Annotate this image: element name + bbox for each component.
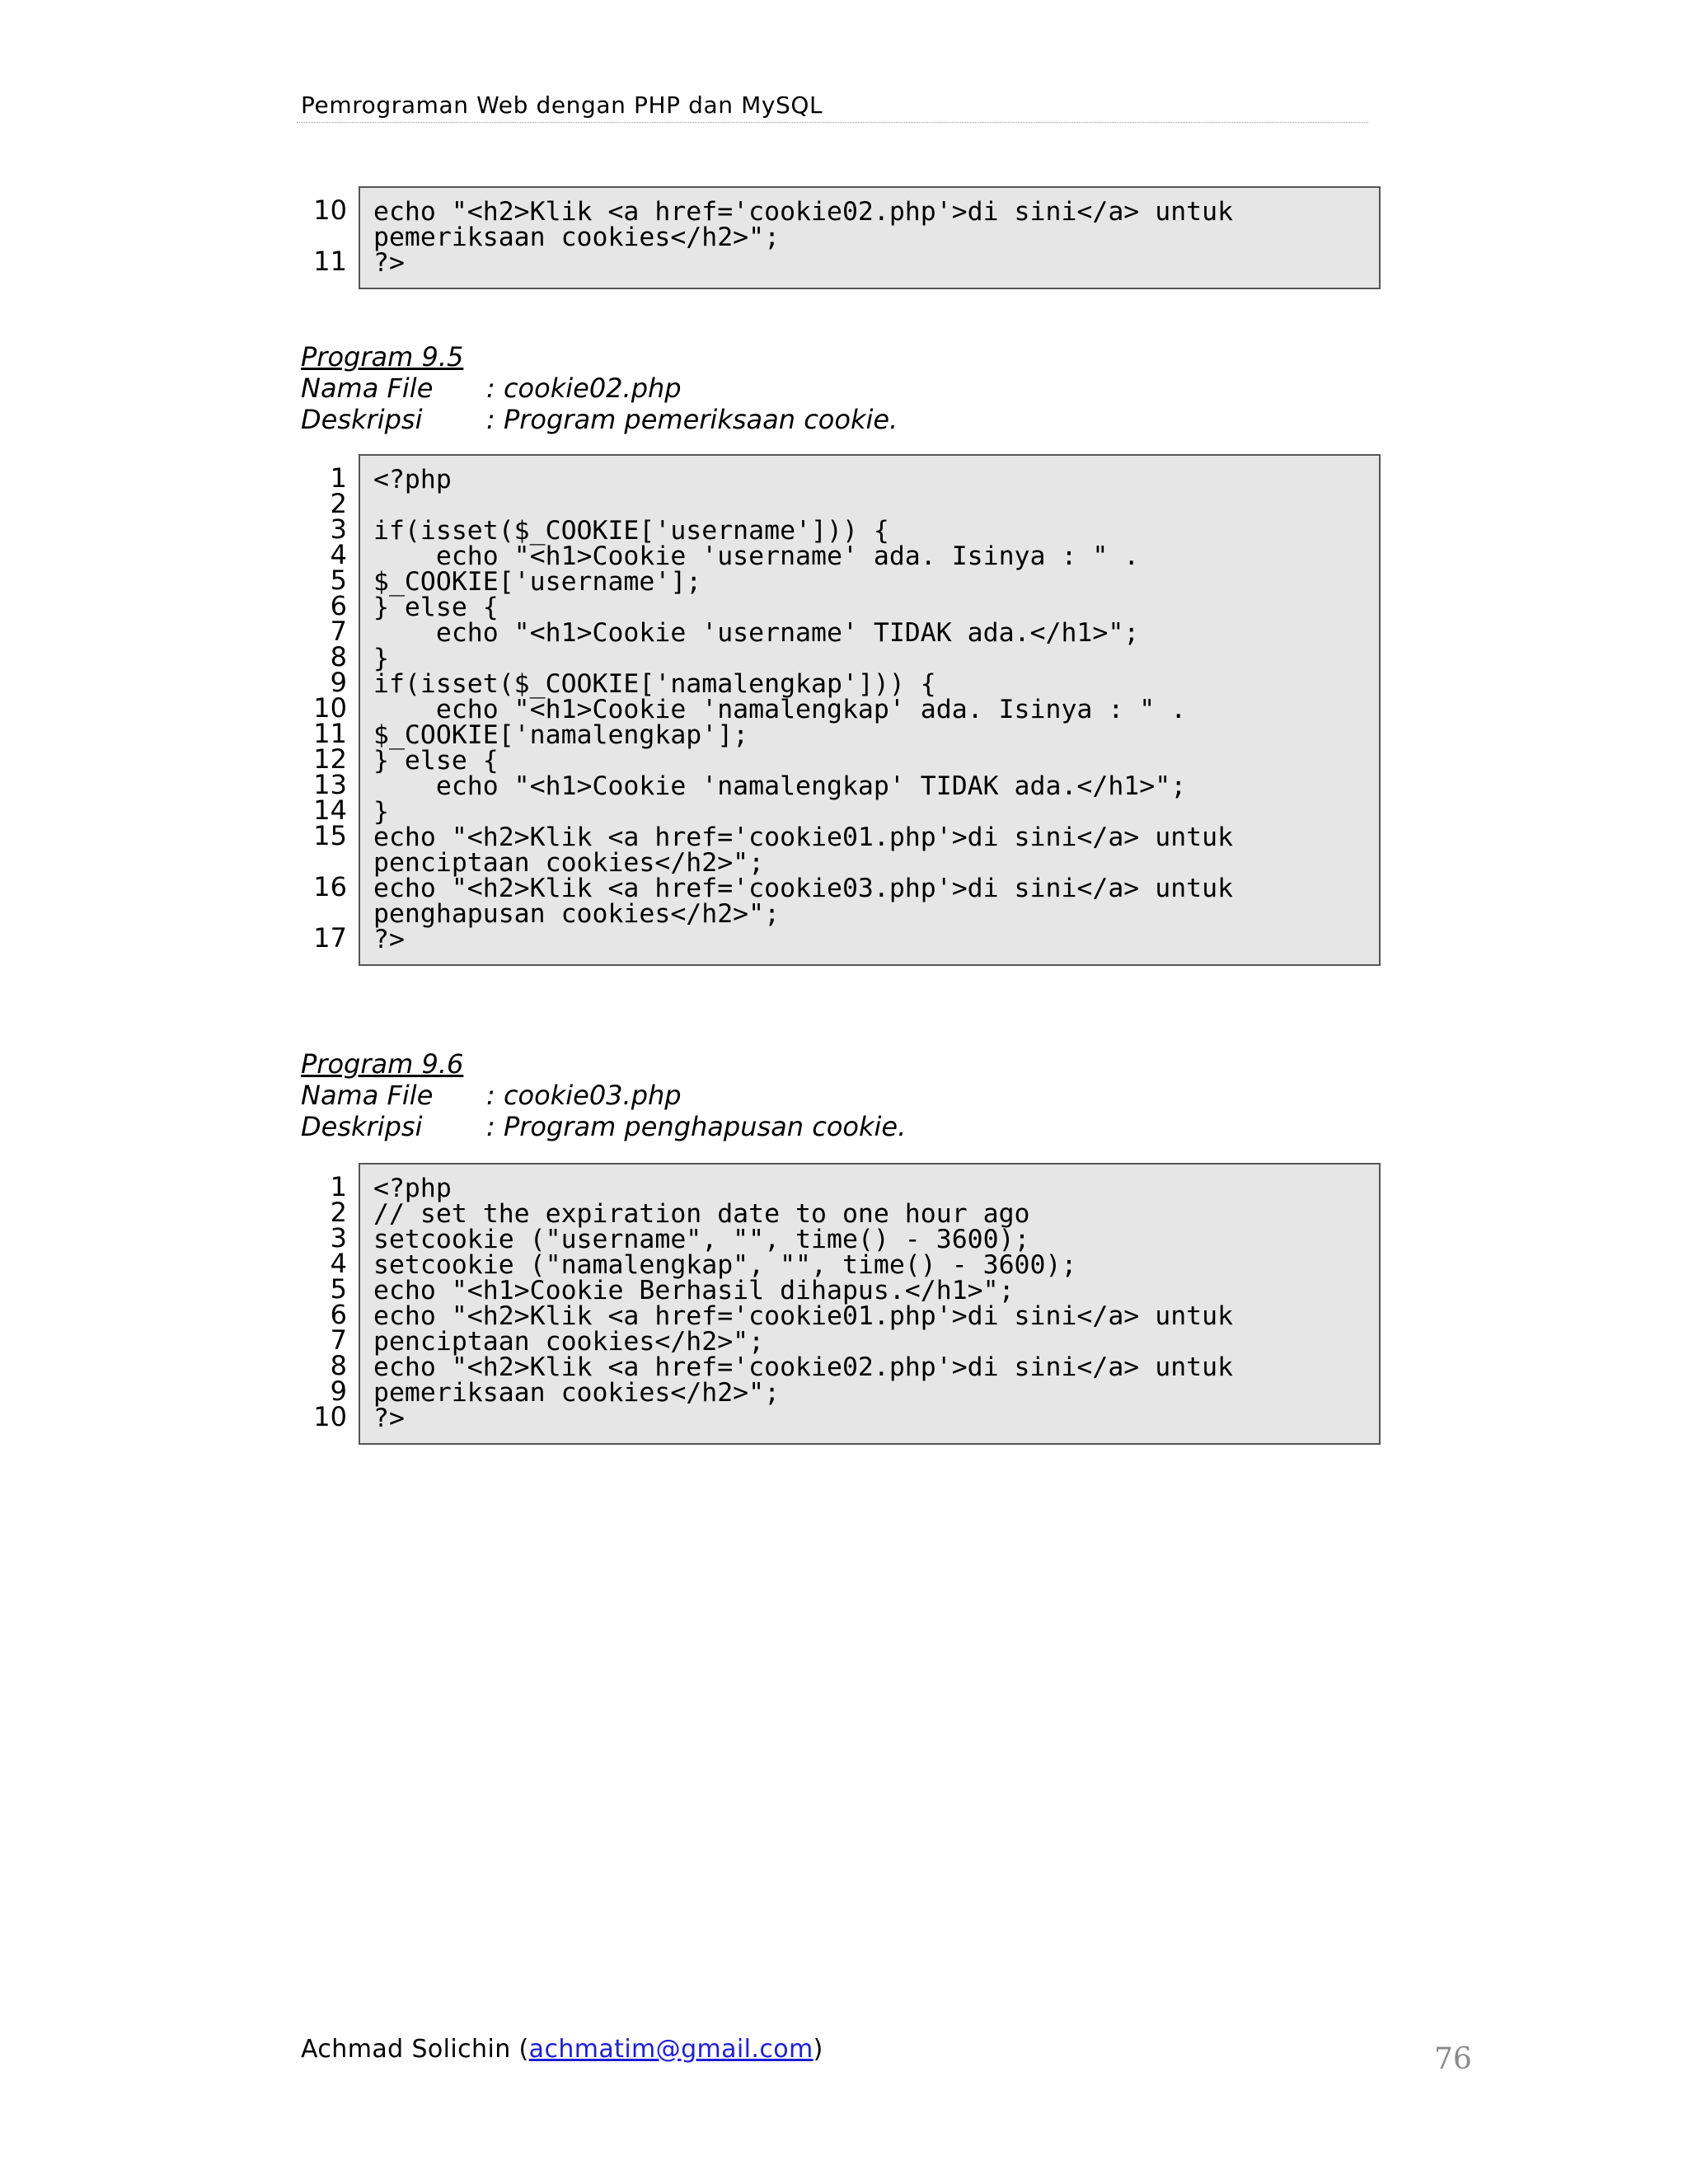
file-name-label: Nama File [301,1080,434,1111]
page-footer [301,2034,823,2065]
code-line: } else { [373,593,499,622]
running-header: Pemrograman Web dengan PHP dan MySQL [301,91,823,119]
line-number: 1 [330,462,347,494]
code-line: setcookie ("namalengkap", "", time() - 3600); [373,1250,1077,1280]
line-number: 11 [313,718,347,749]
line-number: 10 [313,1401,347,1432]
line-numbers [301,454,359,966]
code-line: echo "<h2>Klik <a href='cookie01.php'>di sini</a> untuk [373,1301,1234,1331]
line-number: 2 [330,488,347,519]
code-line: echo "<h1>Cookie 'namalengkap' TIDAK ada.</h1>"; [373,771,1187,801]
code-line: echo "<h2>Klik <a href='cookie03.php'>di sini</a> untuk [373,874,1234,903]
code-line: echo "<h2>Klik <a href='cookie02.php'>di sini</a> untuk [373,197,1234,227]
line-number: 2 [330,1197,347,1228]
code-line: <?php [373,1174,452,1203]
code-line: ?> [373,925,405,954]
line-number: 7 [330,1324,347,1356]
code-line: penciptaan cookies</h2>"; [373,848,765,878]
line-number: 11 [313,246,347,277]
code-box [359,454,1381,966]
code-line: $_COOKIE['username']; [373,567,702,597]
code-line: pemeriksaan cookies</h2>"; [373,223,781,252]
code-box [359,1163,1381,1445]
description-value: : Program pemeriksaan cookie. [486,404,898,435]
line-number: 3 [330,1222,347,1254]
file-name-row [301,373,898,404]
line-number: 4 [330,1248,347,1279]
header-rule [297,122,1368,123]
code-line: } [373,797,389,827]
code-line: } [373,644,389,673]
code-line: echo "<h1>Cookie 'username' ada. Isinya : " . [373,541,1140,571]
line-number: 4 [330,539,347,570]
line-number: 10 [313,194,347,226]
line-number: 12 [313,743,347,775]
description-label: Deskripsi [301,404,423,435]
description-row [301,1111,906,1142]
line-number: 1 [330,1171,347,1202]
code-block-program-95 [301,454,1381,966]
code-line: } else { [373,746,499,776]
program-96-meta [301,1048,906,1142]
code-block-program-96 [301,1163,1381,1445]
code-block-continuation [301,186,1381,289]
program-title: Program 9.6 [301,1048,464,1080]
code-line: pemeriksaan cookies</h2>"; [373,1378,781,1408]
author-email-link[interactable]: achmatim@gmail.com [528,2035,814,2064]
line-number: 6 [330,590,347,621]
file-name-label: Nama File [301,373,434,404]
line-number: 9 [330,1376,347,1407]
line-number: 10 [313,692,347,724]
line-number: 15 [313,820,347,851]
line-number: 7 [330,616,347,647]
code-line: echo "<h2>Klik <a href='cookie02.php'>di sini</a> untuk [373,1352,1234,1382]
code-line [373,493,1366,518]
code-box [359,186,1381,289]
author-name: Achmad Solichin ( [301,2035,529,2064]
code-line: ?> [373,1404,405,1433]
program-95-meta [301,341,898,435]
line-number: 16 [313,871,347,902]
code-line: if(isset($_COOKIE['namalengkap'])) { [373,669,936,699]
line-numbers [301,186,359,289]
code-line: penciptaan cookies</h2>"; [373,1327,765,1357]
line-number: 13 [313,769,347,800]
line-number: 14 [313,794,347,826]
file-name-row [301,1080,906,1111]
footer-close-paren: ) [813,2035,823,2064]
code-line: // set the expiration date to one hour ago [373,1199,1030,1229]
line-number: 9 [330,667,347,698]
line-number: 3 [330,513,347,545]
file-name-value: : cookie02.php [486,373,682,404]
line-number: 5 [330,565,347,596]
description-value: : Program penghapusan cookie. [486,1111,907,1142]
description-row [301,404,898,435]
file-name-value: : cookie03.php [486,1080,682,1111]
code-line: if(isset($_COOKIE['username'])) { [373,516,889,546]
line-number: 8 [330,641,347,673]
program-title: Program 9.5 [301,341,464,373]
code-line: echo "<h2>Klik <a href='cookie01.php'>di sini</a> untuk [373,823,1234,852]
code-line: setcookie ("username", "", time() - 3600); [373,1225,1030,1254]
code-line: ?> [373,248,405,278]
line-number: 8 [330,1350,347,1381]
line-numbers [301,1163,359,1445]
code-line: <?php [373,465,452,494]
code-line: echo "<h1>Cookie 'username' TIDAK ada.</h1>"; [373,618,1140,648]
description-label: Deskripsi [301,1111,423,1142]
code-line: penghapusan cookies</h2>"; [373,899,781,929]
line-number: 5 [330,1273,347,1305]
code-line: echo "<h1>Cookie Berhasil dihapus.</h1>"; [373,1276,1015,1305]
code-line: $_COOKIE['namalengkap']; [373,720,749,750]
line-number: 17 [313,922,347,954]
line-number: 6 [330,1299,347,1330]
code-line: echo "<h1>Cookie 'namalengkap' ada. Isinya : " . [373,695,1187,724]
page-number: 76 [1434,2042,1472,2076]
